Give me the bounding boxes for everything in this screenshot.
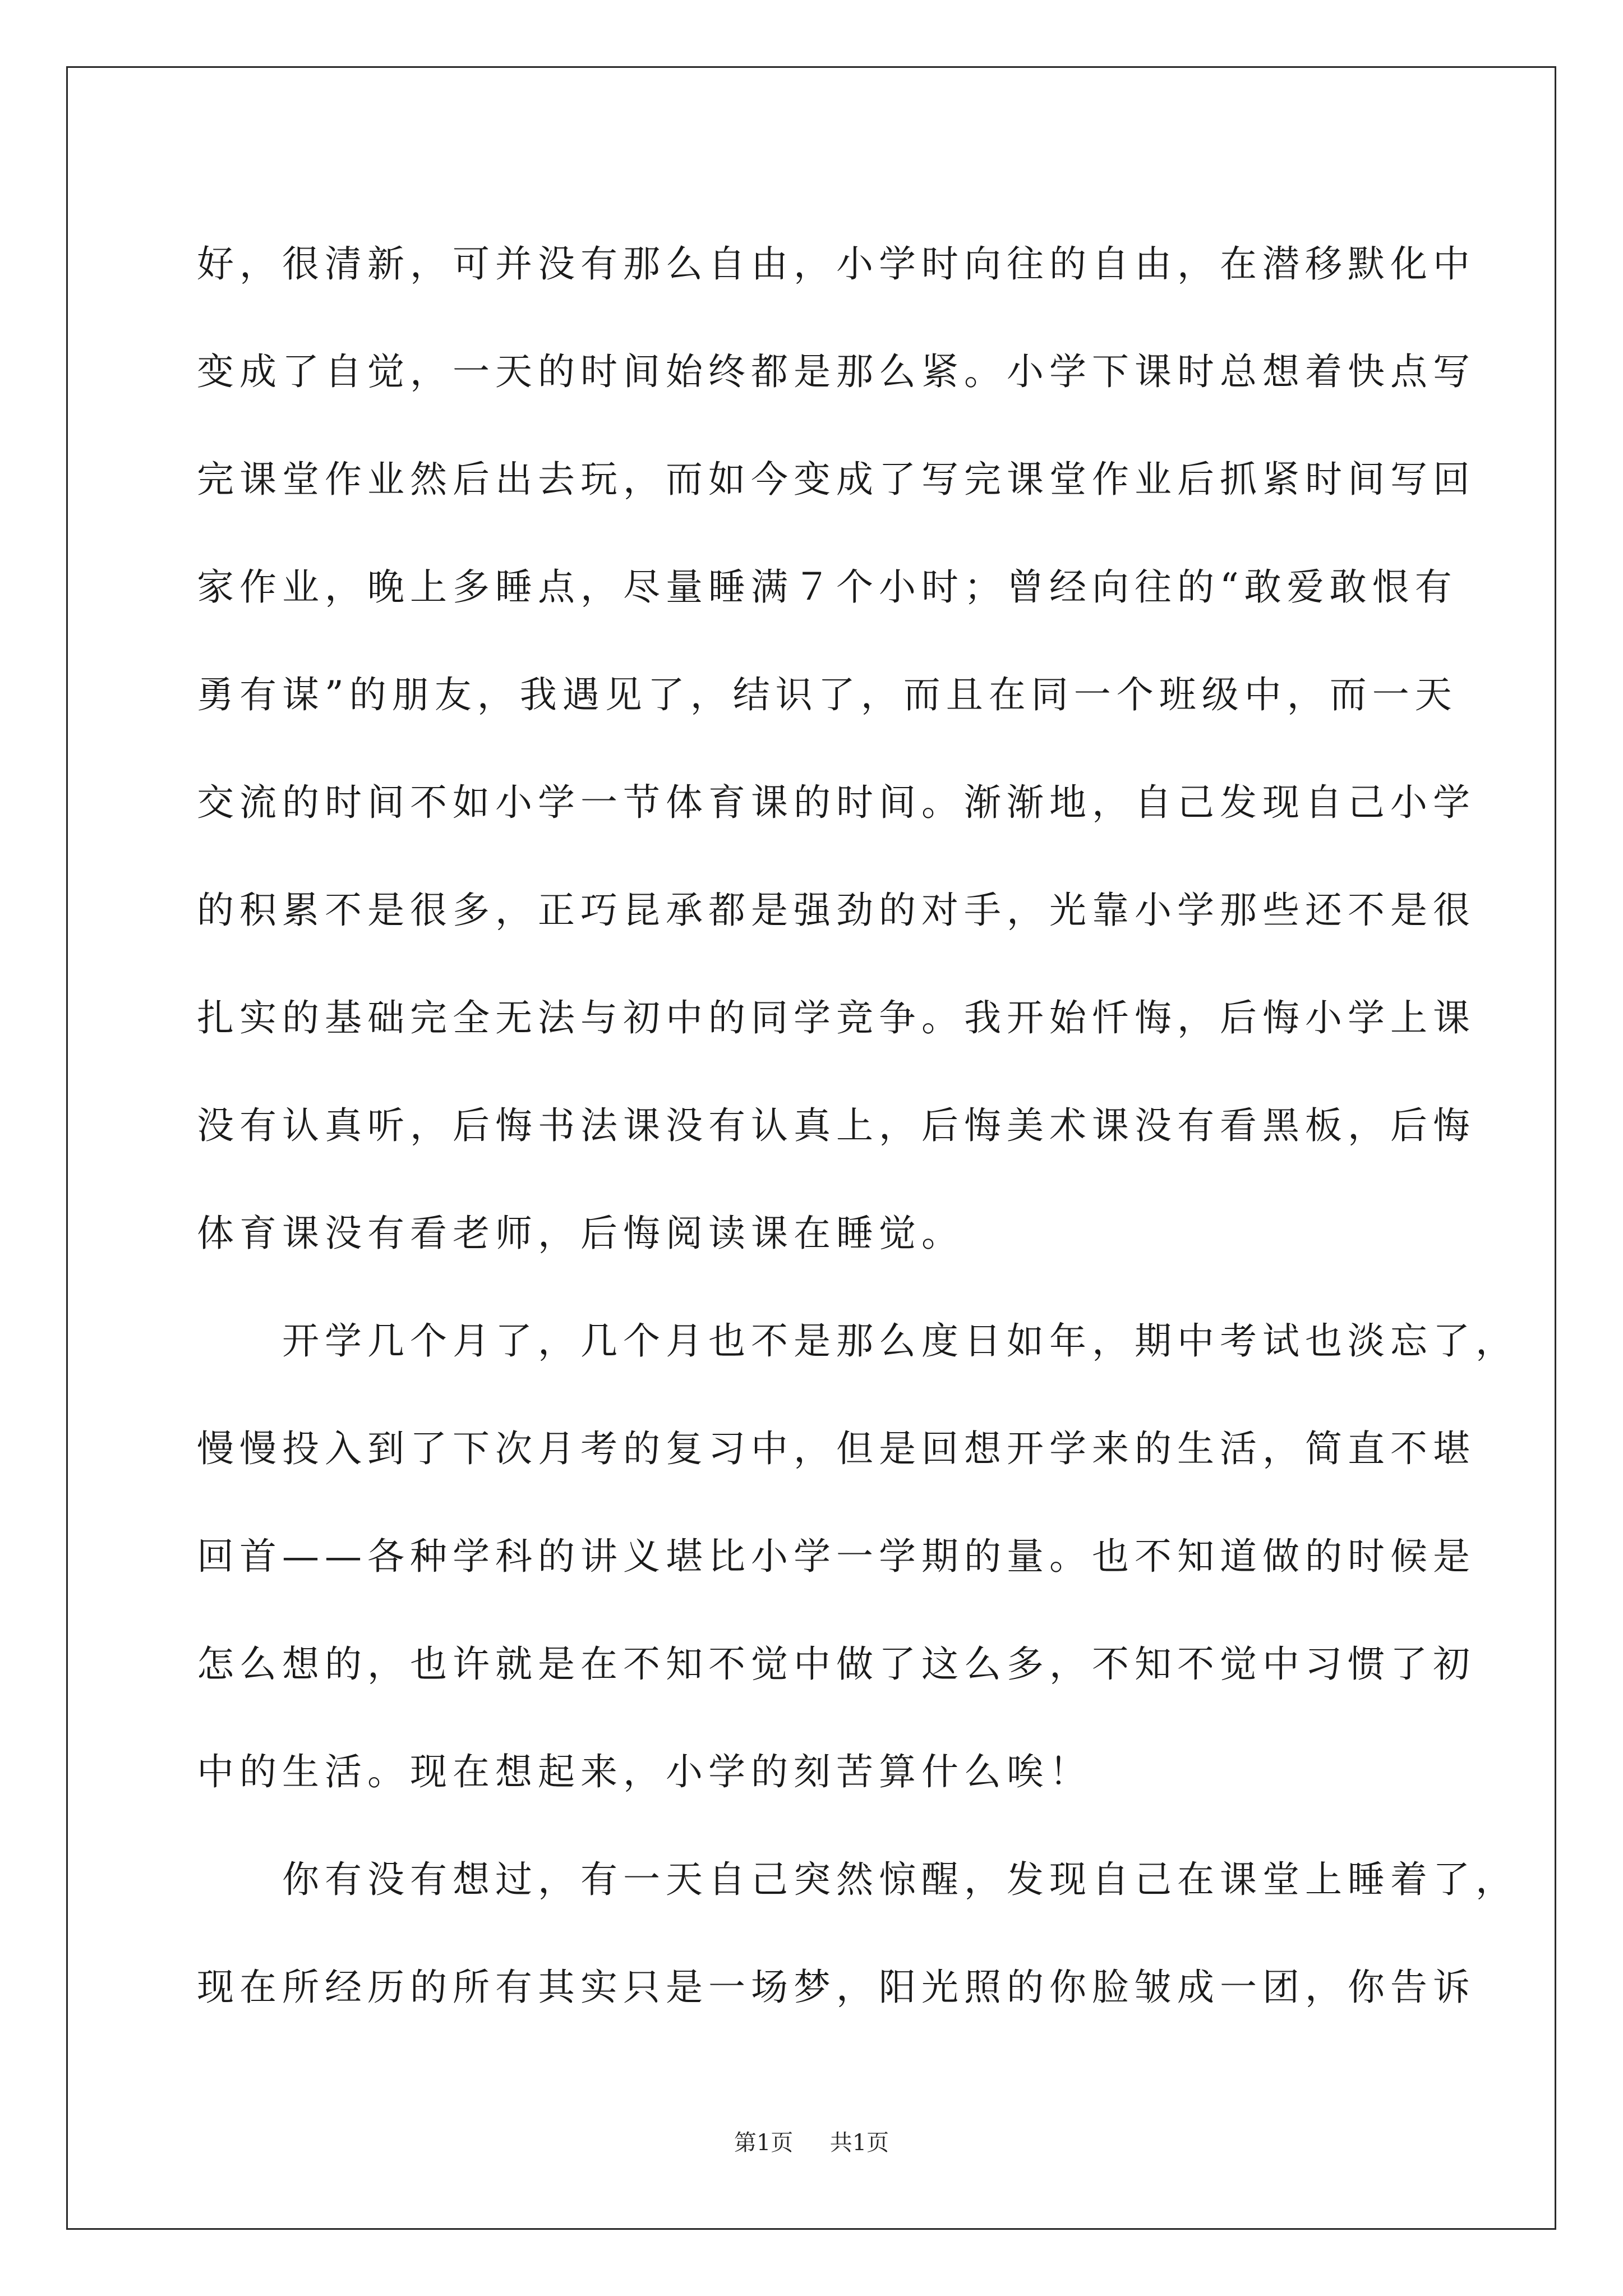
text-line: 开学几个月了，几个月也不是那么度日如年，期中考试也淡忘了， bbox=[197, 1319, 1518, 1363]
text-line: 完课堂作业然后出去玩，而如今变成了写完课堂作业后抓紧时间写回 bbox=[197, 458, 1476, 501]
paragraph-3 bbox=[197, 1826, 1518, 2041]
page-footer bbox=[0, 2126, 1623, 2160]
text-line: 现在所经历的所有其实只是一场梦，阳光照的你脸皱成一团，你告诉 bbox=[197, 1966, 1476, 2009]
paragraph-2 bbox=[197, 1287, 1518, 1826]
text-line: 扎实的基础完全无法与初中的同学竞争。我开始忏悔，后悔小学上课 bbox=[197, 996, 1476, 1039]
text-line: 没有认真听，后悔书法课没有认真上，后悔美术课没有看黑板，后悔 bbox=[197, 1104, 1476, 1147]
document-body bbox=[197, 210, 1518, 2041]
text-line: 的积累不是很多，正巧昆承都是强劲的对手，光靠小学那些还不是很 bbox=[197, 889, 1476, 932]
text-line: 回首——各种学科的讲义堪比小学一学期的量。也不知道做的时候是 bbox=[197, 1535, 1476, 1578]
text-line: 中的生活。现在想起来，小学的刻苦算什么唉！ bbox=[197, 1750, 1092, 1793]
text-line: 交流的时间不如小学一节体育课的时间。渐渐地，自己发现自己小学 bbox=[197, 781, 1476, 824]
text-line: 怎么想的，也许就是在不知不觉中做了这么多，不知不觉中习惯了初 bbox=[197, 1642, 1476, 1686]
text-line: 体育课没有看老师，后悔阅读课在睡觉。 bbox=[197, 1212, 964, 1255]
text-line: 慢慢投入到了下次月考的复习中，但是回想开学来的生活，简直不堪 bbox=[197, 1427, 1476, 1470]
text-line: 你有没有想过，有一天自己突然惊醒，发现自己在课堂上睡着了， bbox=[197, 1858, 1518, 1901]
text-line: 勇有谋”的朋友，我遇见了，结识了，而且在同一个班级中，而一天 bbox=[197, 673, 1458, 716]
page-total: 共1页 bbox=[829, 2130, 889, 2156]
text-line: 变成了自觉，一天的时间始终都是那么紧。小学下课时总想着快点写 bbox=[197, 350, 1476, 393]
text-line: 好，很清新，可并没有那么自由，小学时向往的自由，在潜移默化中 bbox=[197, 242, 1476, 286]
paragraph-1 bbox=[197, 210, 1476, 1287]
text-line: 家作业，晚上多睡点，尽量睡满７个小时；曾经向往的“敢爱敢恨有 bbox=[197, 565, 1458, 609]
page-number: 第1页 bbox=[734, 2130, 794, 2156]
